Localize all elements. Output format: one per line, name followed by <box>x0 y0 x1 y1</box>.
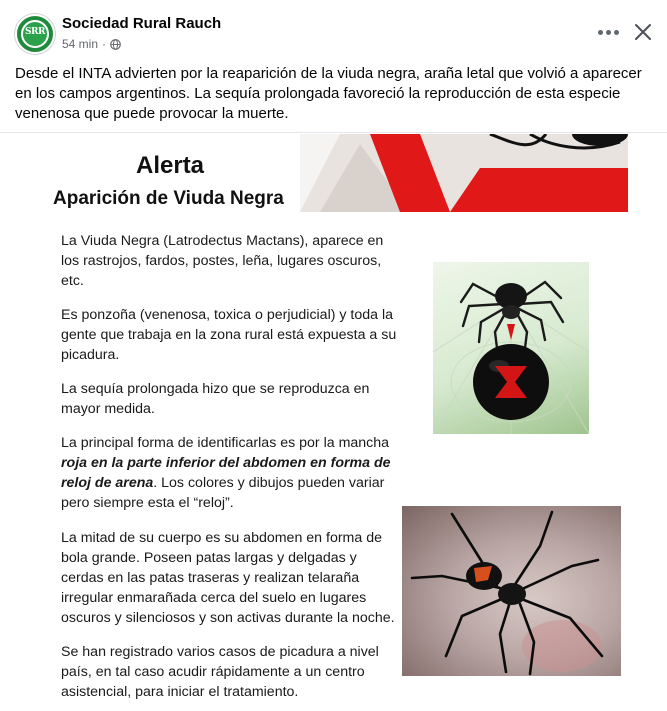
paragraph-location: La Viuda Negra (Latrodectus Mactans), aparece en los rastrojos, fardos, postes, leña, lugares oscuros, etc. <box>61 233 384 289</box>
spider-hourglass-illustration <box>433 262 589 434</box>
paragraph-body: La mitad de su cuerpo es su abdomen en forma de bola grande. Poseen patas largas y delgadas y cerdas en las patas traseras y realizan telaraña irregular enmarañada cerca del suelo en lugares oscuros y silenciosos y son activas durante la noche. <box>61 530 395 626</box>
paragraph-identification <box>61 433 397 513</box>
spider-photo <box>402 506 621 676</box>
alert-subtitle: Aparición de Viuda Negra <box>53 188 284 209</box>
identification-text-start: La principal forma de identificarlas es por la mancha <box>61 435 390 451</box>
post-meta <box>62 37 121 51</box>
identification-text-end: . Los colores y dibujos pueden variar pero siempre esta el “reloj”. <box>61 475 385 511</box>
page-author-name[interactable]: Sociedad Rural Rauch <box>62 15 222 32</box>
page-avatar[interactable] <box>15 14 55 54</box>
paragraph-drought: La sequía prolongada hizo que se reproduzca en mayor medida. <box>61 381 370 417</box>
image-divider <box>0 132 667 133</box>
avatar-logo-text: SRR <box>25 27 45 37</box>
meta-separator: · <box>102 37 107 51</box>
close-icon <box>634 23 652 41</box>
banner-red-graphic <box>300 134 628 212</box>
more-options-icon <box>598 30 603 35</box>
globe-icon <box>110 39 121 50</box>
paragraph-treatment: Se han registrado varios casos de picadura a nivel país, en tal caso acudir rápidamente a un centro asistencial, para iniciar el tratamiento. <box>61 644 379 700</box>
more-options-button[interactable] <box>592 18 624 46</box>
post-header <box>0 0 667 62</box>
more-options-icon-dot <box>606 30 611 35</box>
identification-emphasis: roja en la parte inferior del abdomen en forma de reloj de arena <box>61 455 391 491</box>
post-image[interactable] <box>0 132 667 711</box>
paragraph-venom: Es ponzoña (venenosa, toxica o perjudicial) y toda la gente que trabaja en la zona rural está expuesta a su picadura. <box>61 307 397 363</box>
alert-title: Alerta <box>136 152 205 179</box>
post-message: Desde el INTA advierten por la reaparición de la viuda negra, araña letal que volvió a aparecer en los campos argentinos. La sequía prolongada favoreció la reproducción de esta especie venenosa que puede provocar la muerte. <box>15 65 642 122</box>
more-options-icon-dot <box>614 30 619 35</box>
post-timestamp[interactable]: 54 min <box>62 37 99 51</box>
close-button[interactable] <box>628 17 658 47</box>
